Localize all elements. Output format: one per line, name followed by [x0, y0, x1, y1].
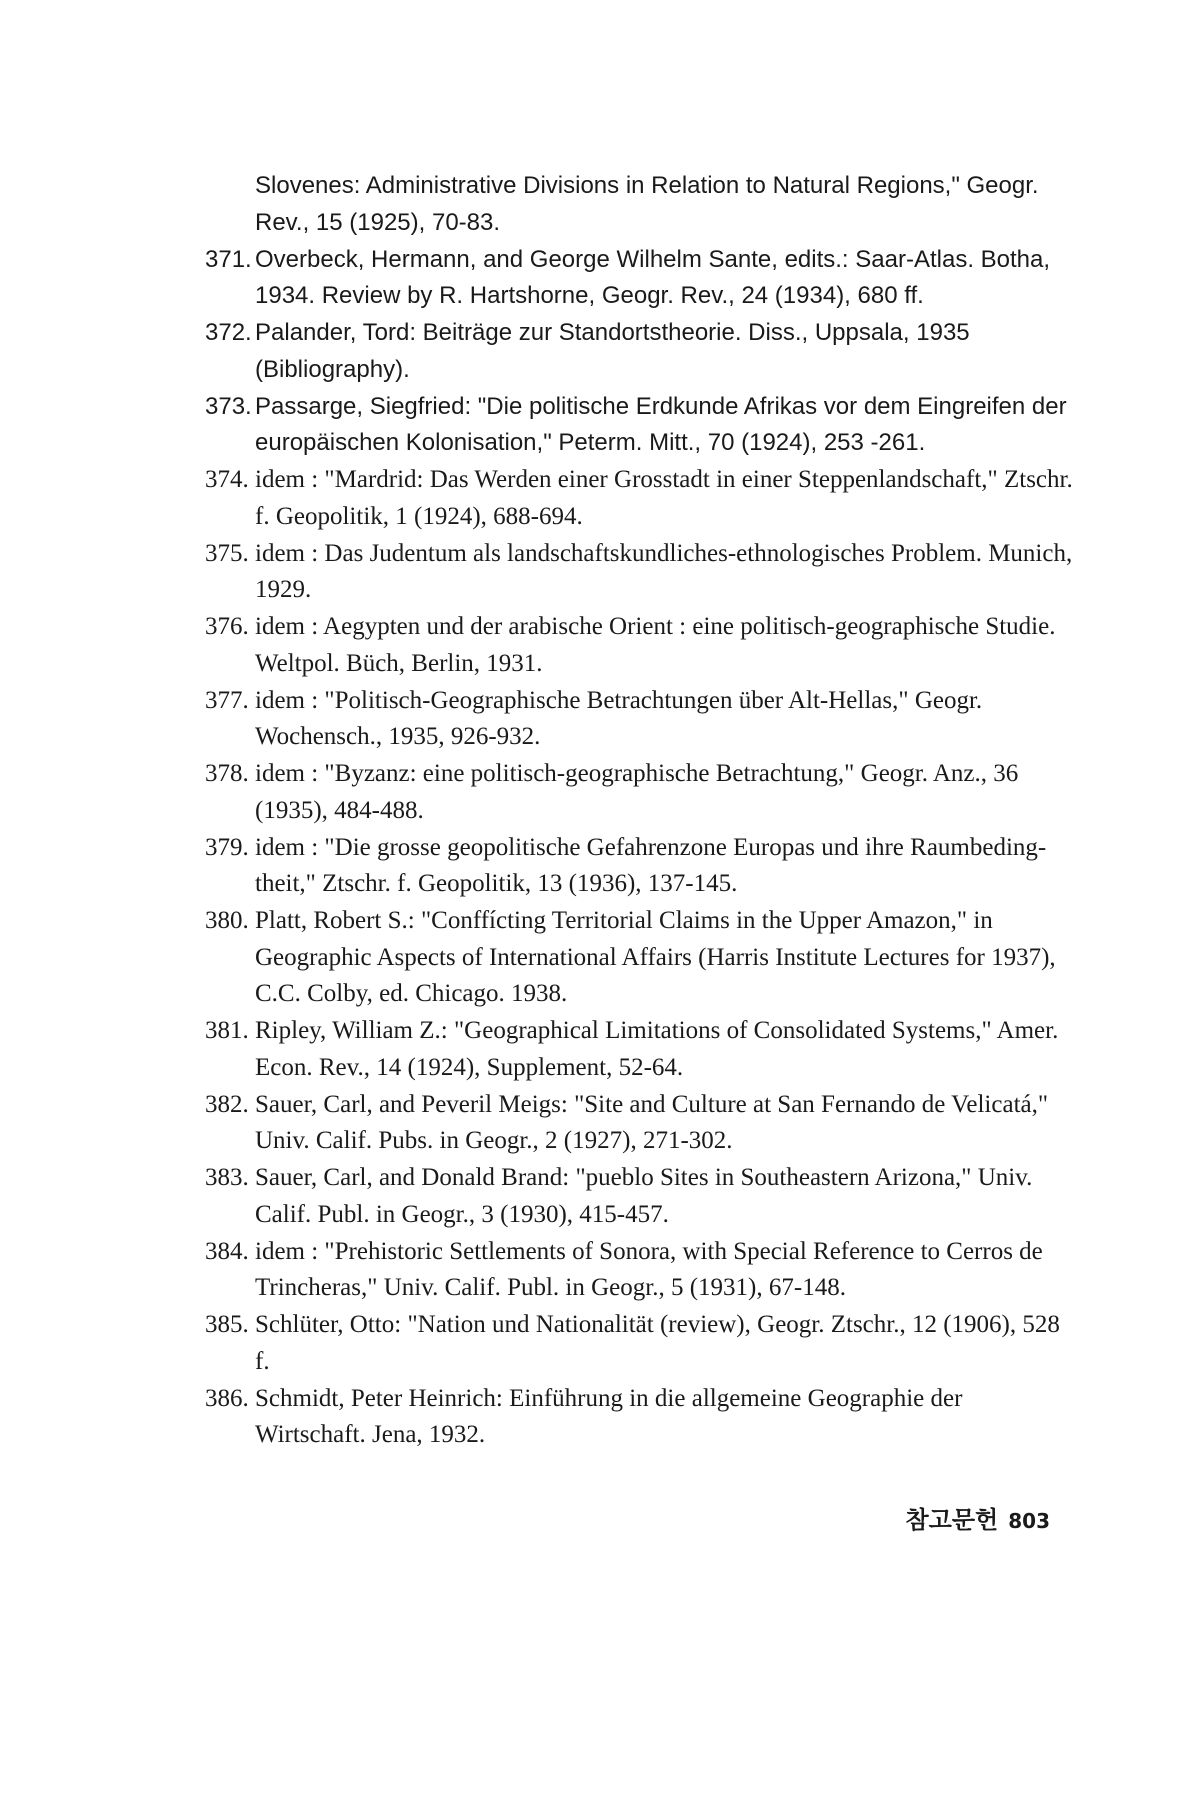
reference-item — [205, 903, 1075, 1013]
reference-number: 378. — [205, 760, 249, 787]
reference-number: 380. — [205, 907, 249, 934]
reference-list — [205, 168, 1075, 1454]
reference-text: Schlüter, Otto: "Nation und Nationalität (review), Geogr. Ztschr., 12 (1906), 528 f. — [255, 1311, 1060, 1375]
reference-item — [205, 683, 1075, 756]
reference-text: Overbeck, Hermann, and George Wilhelm Sante, edits.: Saar-Atlas. Botha, 1934. Review by R. Hartshorne, Geogr. Rev., 24 (1934), 680 ff. — [255, 245, 1051, 309]
reference-item — [205, 536, 1075, 609]
reference-text: idem : Aegypten und der arabische Orient : eine politisch-geographische Studie. Weltpol. Büch, Berlin, 1931. — [255, 613, 1056, 677]
reference-item — [205, 1013, 1075, 1086]
reference-number: 375. — [205, 539, 249, 567]
reference-item — [205, 1381, 1075, 1454]
reference-item — [205, 609, 1075, 682]
reference-item — [205, 315, 1075, 388]
reference-text: idem : "Politisch-Geographische Betrachtungen über Alt-Hellas," Geogr. Wochensch., 1935, 926-932. — [255, 686, 983, 750]
section-title: 참고문헌 — [905, 1506, 999, 1534]
reference-number: 386. — [205, 1384, 249, 1412]
reference-item — [205, 1087, 1075, 1160]
page-number: 803 — [1008, 1509, 1050, 1533]
reference-number: 385. — [205, 1311, 249, 1338]
reference-text: idem : "Prehistoric Settlements of Sonora, with Special Reference to Cerros de Trincheras," Univ. Calif. Publ. in Geogr., 5 (1931), 67-148. — [255, 1237, 1043, 1301]
reference-number: 376. — [205, 613, 249, 640]
reference-text: Schmidt, Peter Heinrich: Einführung in die allgemeine Geographie der Wirtschaft. Jena, 1932. — [255, 1384, 963, 1448]
reference-number: 377. — [205, 686, 249, 714]
reference-number: 384. — [205, 1237, 249, 1265]
reference-number: 372. — [205, 319, 252, 346]
reference-text: Platt, Robert S.: "Conffícting Territorial Claims in the Upper Amazon," in Geographic Aspects of International Affairs (Harris Institute Lectures for 1937), C.C. Colby, ed. Chicago. 1938. — [255, 907, 1056, 1007]
reference-item — [205, 1234, 1075, 1307]
reference-continuation: Slovenes: Administrative Divisions in Relation to Natural Regions," Geogr. Rev., 15 (1925), 70-83. — [255, 172, 1039, 236]
reference-item — [205, 389, 1075, 462]
reference-text: Palander, Tord: Beiträge zur Standortstheorie. Diss., Uppsala, 1935 (Bibliography). — [255, 319, 970, 383]
page-footer — [906, 1500, 1051, 1535]
reference-text: Sauer, Carl, and Donald Brand: "pueblo Sites in Southeastern Arizona," Univ. Calif. Publ. in Geogr., 3 (1930), 415-457. — [255, 1164, 1033, 1228]
reference-number: 373. — [205, 392, 252, 420]
reference-text: idem : "Mardrid: Das Werden einer Grosstadt in einer Steppenlandschaft," Ztschr. f. Geopolitik, 1 (1924), 688-694. — [255, 466, 1073, 530]
reference-number: 381. — [205, 1017, 249, 1044]
reference-text: idem : Das Judentum als landschaftskundliches-ethnologisches Problem. Munich, 1929. — [255, 539, 1073, 603]
reference-number: 383. — [205, 1164, 249, 1191]
reference-item — [205, 242, 1075, 315]
reference-text: idem : "Die grosse geopolitische Gefahrenzone Europas und ihre Raumbeding-theit," Ztschr. f. Geopolitik, 13 (1936), 137-145. — [255, 833, 1047, 897]
reference-text: Ripley, William Z.: "Geographical Limitations of Consolidated Systems," Amer. Econ. Rev., 14 (1924), Supplement, 52-64. — [255, 1017, 1059, 1081]
reference-text: Passarge, Siegfried: "Die politische Erdkunde Afrikas vor dem Eingreifen der europäischen Kolonisation," Peterm. Mitt., 70 (1924), 253 -261. — [255, 392, 1067, 456]
reference-number: 371. — [205, 245, 252, 273]
reference-text: idem : "Byzanz: eine politisch-geographische Betrachtung," Geogr. Anz., 36 (1935), 484-488. — [255, 760, 1019, 824]
reference-number: 382. — [205, 1090, 249, 1118]
reference-item — [205, 462, 1075, 535]
reference-text: Sauer, Carl, and Peveril Meigs: "Site and Culture at San Fernando de Velicatá," Univ. Calif. Pubs. in Geogr., 2 (1927), 271-302. — [255, 1090, 1049, 1154]
reference-number: 374. — [205, 466, 249, 493]
reference-item — [205, 756, 1075, 829]
reference-item — [205, 830, 1075, 903]
reference-number: 379. — [205, 833, 249, 861]
reference-item — [205, 1160, 1075, 1233]
reference-item — [205, 1307, 1075, 1380]
